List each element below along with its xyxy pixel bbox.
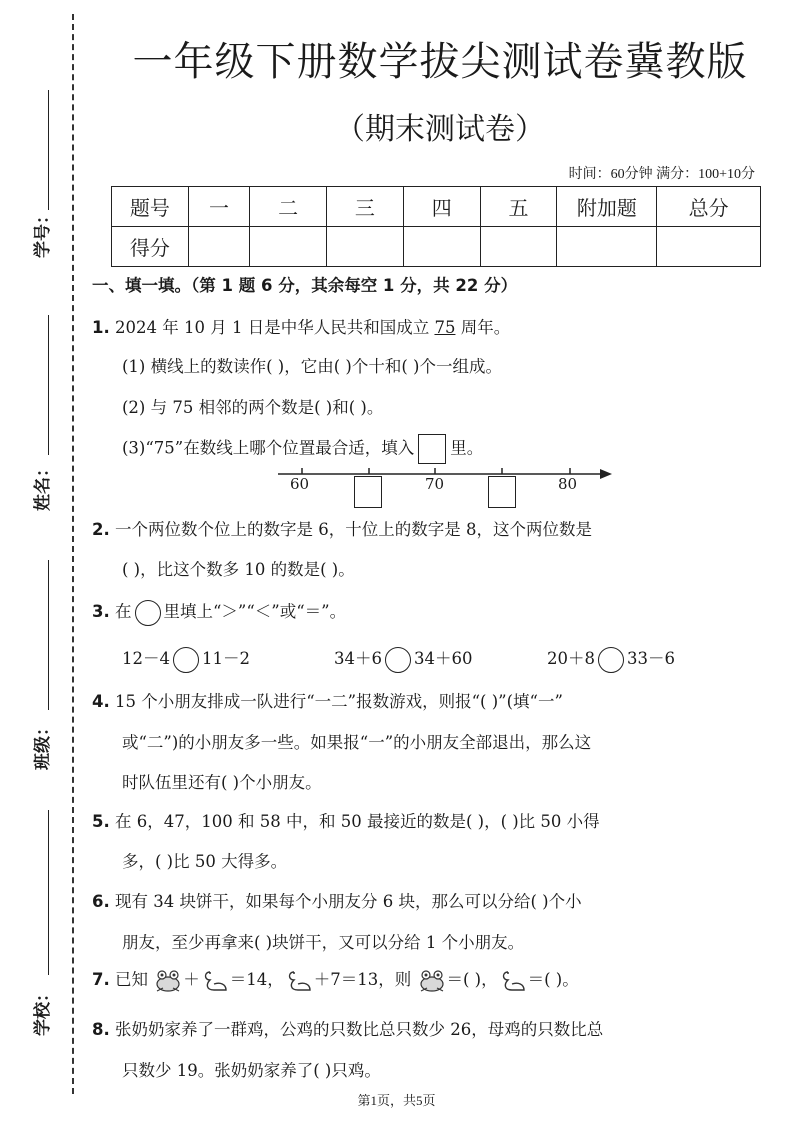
score-input-cell[interactable] [327,227,404,267]
question-7 [92,966,579,994]
compare-circle-input[interactable] [598,647,624,673]
q1-text-post: 周年。 [455,318,511,337]
q3-item-right: 34＋60 [414,649,473,668]
q3-instruction: 在 [115,602,132,621]
score-table [111,186,761,267]
swan-icon [498,968,528,994]
score-header-cell: 附加题 [557,187,657,227]
score-input-cell[interactable] [657,227,761,267]
question-number: 6. [92,892,110,911]
q1-underlined-number: 75 [434,318,456,337]
question-8 [92,1016,603,1040]
q7-ans1: ＝( )， [446,970,498,989]
q8-line1: 张奶奶家养了一群鸡，公鸡的只数比总只数少 26，母鸡的只数比总 [115,1020,604,1039]
compare-circle-icon [135,600,161,626]
q1-sub3 [122,434,483,464]
q5-line2: 多，( )比 50 大得多。 [122,852,288,871]
question-number: 8. [92,1020,110,1039]
compare-circle-input[interactable] [173,647,199,673]
student-id-field[interactable]: 学号： [0,90,70,250]
number-line-answer-box[interactable] [488,476,516,508]
q6-line1: 现有 34 块饼干，如果每个小朋友分 6 块，那么可以分给( )个小 [115,892,582,911]
number-line-answer-box[interactable] [354,476,382,508]
q1-sub1: (1) 横线上的数读作( )，它由( )个十和( )个一组成。 [122,357,502,376]
question-number: 7. [92,970,110,989]
binding-dashed-line [72,14,74,1094]
question-number: 3. [92,602,110,621]
compare-circle-input[interactable] [385,647,411,673]
number-line-label: 80 [558,475,578,493]
score-input-cell[interactable] [188,227,249,267]
q7-eq1: ＝14， [229,970,284,989]
name-field[interactable]: 姓名： [0,315,70,505]
q2-line2: ( )，比这个数多 10 的数是( )。 [122,560,355,579]
q3-item-left: 20＋8 [547,649,595,668]
question-3 [92,598,346,626]
school-field[interactable]: 学校： [0,810,70,1030]
q2-line1: 一个两位数个位上的数字是 6，十位上的数字是 8，这个两位数是 [115,520,592,539]
page-subtitle: （期末测试卷） [335,112,545,147]
score-header-cell: 二 [250,187,327,227]
question-number: 4. [92,692,110,711]
swan-icon [284,968,314,994]
question-2 [92,516,592,540]
frog-icon [417,968,447,994]
q1-text-pre: 2024 年 10 月 1 日是中华人民共和国成立 [115,318,435,337]
score-header-cell: 题号 [112,187,189,227]
q5-line1: 在 6，47，100 和 58 中，和 50 最接近的数是( )，( )比 50 小得 [115,812,600,831]
score-header-cell: 五 [480,187,557,227]
question-number: 5. [92,812,110,831]
question-5 [92,808,600,832]
class-field[interactable]: 班级： [0,560,70,760]
score-table-score-row [112,227,761,267]
score-header-cell: 一 [188,187,249,227]
section-heading: 一、填一填。（第 1 题 6 分，其余每空 1 分，共 22 分） [92,276,518,295]
q3-item-left: 12－4 [122,649,170,668]
page-title: 一年级下册数学拔尖测试卷冀教版 [132,39,748,85]
answer-box [418,434,446,464]
q4-line2: 或“二”)的小朋友多一些。如果报“一”的小朋友全部退出，那么这 [122,733,592,752]
score-input-cell[interactable] [250,227,327,267]
question-6 [92,888,582,912]
number-line-label: 60 [290,475,310,493]
q3-item [122,645,250,673]
q1-sub3-text: (3)“75”在数线上哪个位置最合适，填入 [122,438,415,458]
swan-icon [200,968,230,994]
q8-line2: 只数少 19。张奶奶家养了( )只鸡。 [122,1061,381,1080]
q3-item [334,645,473,673]
question-1 [92,314,510,338]
score-input-cell[interactable] [557,227,657,267]
score-header-cell: 四 [403,187,480,227]
q3-item-left: 34＋6 [334,649,382,668]
q3-item [547,645,675,673]
frog-icon [153,968,183,994]
q7-ans2: ＝( )。 [527,970,579,989]
score-row-label: 得分 [112,227,189,267]
score-table-header-row [112,187,761,227]
q7-plus: ＋ [183,970,200,989]
q7-eq2: ＋7＝13，则 [313,970,412,989]
question-number: 1. [92,318,110,337]
score-input-cell[interactable] [403,227,480,267]
question-4 [92,688,563,712]
q3-item-right: 33－6 [627,649,675,668]
q7-text: 已知 [115,970,148,989]
score-input-cell[interactable] [480,227,557,267]
score-header-cell: 总分 [657,187,761,227]
question-number: 2. [92,520,110,539]
number-line-label: 70 [425,475,445,493]
time-info: 时间：60分钟 满分：100+10分 [568,167,755,182]
q6-line2: 朋友，至少再拿来( )块饼干，又可以分给 1 个小朋友。 [122,933,525,952]
q4-line3: 时队伍里还有( )个小朋友。 [122,773,322,792]
q1-sub2: (2) 与 75 相邻的两个数是( )和( )。 [122,398,384,417]
score-header-cell: 三 [327,187,404,227]
number-line [270,462,615,512]
page-footer: 第1页，共5页 [357,1093,436,1108]
q3-item-right: 11－2 [202,649,250,668]
q4-line1: 15 个小朋友排成一队进行“一二”报数游戏，则报“( )”(填“一” [115,692,563,711]
q3-instruction-end: 里填上“＞”“＜”或“＝”。 [163,602,347,621]
q1-sub3-text-end: 里。 [450,438,484,458]
